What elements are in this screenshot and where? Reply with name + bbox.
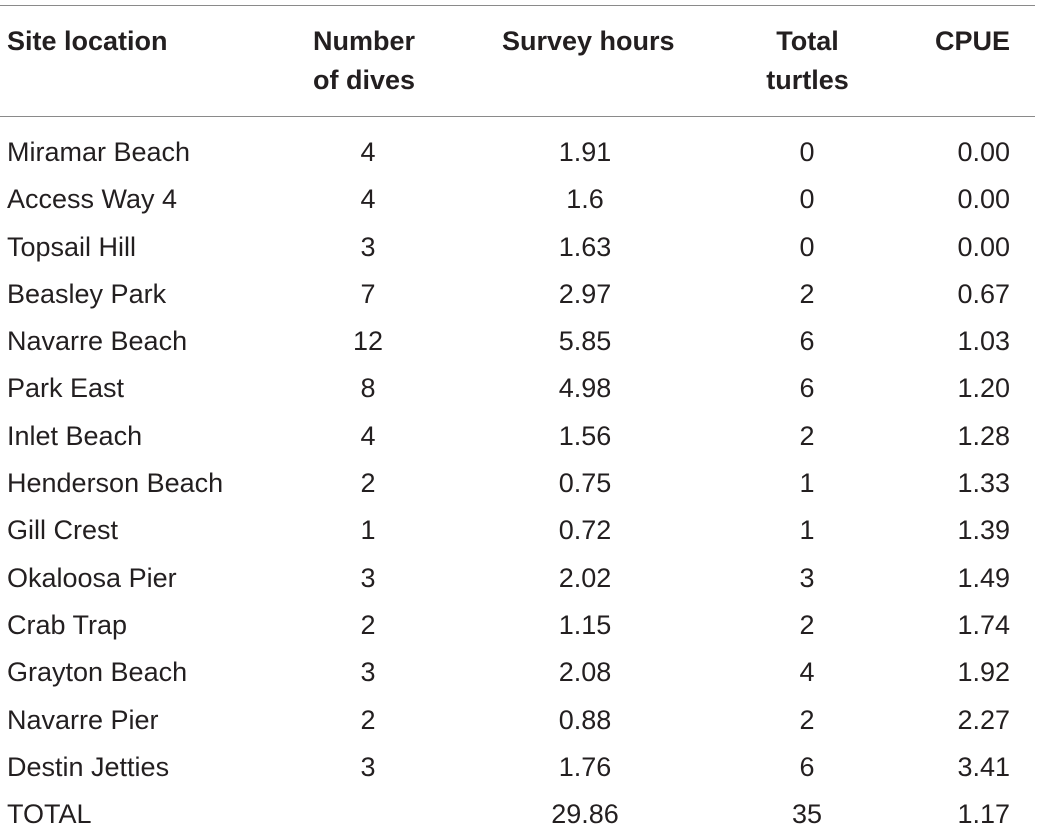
cell-number-of-dives: 12 [352,326,384,357]
cell-total-turtles: 2 [799,278,815,309]
cell-number-of-dives: 2 [360,704,376,735]
cell-site-location: Gill Crest [7,515,119,546]
cell-survey-hours: 0.75 [558,468,612,499]
cell-cpue: 1.39 [957,515,1010,546]
cell-cpue: 1.74 [957,609,1010,640]
cell-number-of-dives: 3 [360,751,376,782]
table-row [0,271,1040,318]
cell-cpue: 1.92 [957,657,1010,688]
cell-survey-hours: 5.85 [558,326,612,357]
cell-number-of-dives: 3 [360,657,376,688]
table-row [0,176,1040,223]
cell-survey-hours: 1.63 [558,231,612,262]
cell-total-turtles: 6 [799,751,815,782]
header-total-turtles-line1: Total [776,26,839,56]
cell-number-of-dives: 2 [360,609,376,640]
cell-cpue: 1.28 [957,420,1010,451]
cell-number-of-dives: 7 [360,278,376,309]
cell-site-location: Beasley Park [7,278,167,309]
cell-survey-hours: 1.6 [566,184,604,215]
table-row [0,649,1040,696]
header-survey-hours: Survey hours [502,26,675,56]
cell-total-turtles: 3 [799,562,815,593]
cell-total-turtles: 35 [791,799,823,830]
cell-cpue: 0.67 [957,278,1010,309]
cell-cpue: 0.00 [957,184,1010,215]
table-header-rule [0,116,1035,117]
header-number-of-dives-line1: Number [313,26,416,56]
table-header-row [0,22,1040,102]
cell-number-of-dives: 3 [360,231,376,262]
cell-site-location: Grayton Beach [7,657,188,688]
cell-number-of-dives: 2 [360,468,376,499]
cell-number-of-dives: 1 [360,515,376,546]
cell-survey-hours: 2.02 [558,562,612,593]
cell-cpue: 1.20 [957,373,1010,404]
cell-cpue: 0.00 [957,231,1010,262]
cell-total-turtles: 0 [799,184,815,215]
cell-total-turtles: 6 [799,373,815,404]
cell-site-location: Navarre Pier [7,704,159,735]
header-number-of-dives-line2: of dives [313,65,416,95]
table-row [0,413,1040,460]
cell-total-turtles: 2 [799,420,815,451]
cell-cpue: 1.17 [957,799,1010,830]
table-top-rule [0,5,1035,6]
cell-total-turtles: 0 [799,137,815,167]
table-row [0,224,1040,271]
table-row [0,555,1040,602]
header-cpue: CPUE [934,26,1010,56]
cell-survey-hours: 2.08 [558,657,612,688]
cell-cpue: 2.27 [957,704,1010,735]
cell-site-location: Topsail Hill [7,231,137,262]
cell-total-turtles: 2 [799,704,815,735]
header-total-turtles [760,22,855,100]
cell-total-turtles: 1 [799,515,815,546]
cell-site-location: Okaloosa Pier [7,562,177,593]
cell-survey-hours: 1.56 [558,420,612,451]
cell-total-label: TOTAL [7,799,92,830]
cell-survey-hours: 2.97 [558,278,612,309]
cell-site-location: Destin Jetties [7,751,170,782]
cell-total-turtles: 0 [799,231,815,262]
cell-survey-hours: 29.86 [551,799,619,830]
cell-site-location: Park East [7,373,125,404]
cell-number-of-dives: 4 [360,420,376,451]
cell-cpue: 1.03 [957,326,1010,357]
cell-site-location: Crab Trap [7,609,128,640]
table-row [0,602,1040,649]
table-row [0,460,1040,507]
cell-cpue: 1.33 [957,468,1010,499]
header-total-turtles-line2: turtles [766,65,849,95]
cell-number-of-dives: 3 [360,562,376,593]
table-row [0,129,1040,176]
header-number-of-dives [313,22,415,100]
cell-cpue: 1.49 [957,562,1010,593]
table-total-row [0,791,1040,838]
cell-survey-hours: 0.88 [558,704,612,735]
cell-site-location: Inlet Beach [7,420,143,451]
cell-cpue: 0.00 [957,137,1010,167]
cell-total-turtles: 1 [799,468,815,499]
header-site-location: Site location [7,26,168,56]
cell-survey-hours: 1.76 [558,751,612,782]
cell-survey-hours: 1.91 [558,137,612,167]
cell-site-location: Miramar Beach [7,137,191,167]
cell-site-location: Navarre Beach [7,326,188,357]
cell-site-location: Henderson Beach [7,468,224,499]
table-row [0,744,1040,791]
table-row [0,365,1040,412]
table-body [0,129,1040,838]
cell-site-location: Access Way 4 [7,184,178,215]
cell-total-turtles: 6 [799,326,815,357]
cell-survey-hours: 4.98 [558,373,612,404]
table-row [0,318,1040,365]
cell-cpue: 3.41 [957,751,1010,782]
table-row [0,697,1040,744]
cell-number-of-dives: 8 [360,373,376,404]
cell-survey-hours: 0.72 [558,515,612,546]
cell-number-of-dives: 4 [360,137,376,167]
cell-survey-hours: 1.15 [558,609,612,640]
cell-number-of-dives: 4 [360,184,376,215]
table-row [0,507,1040,554]
cell-total-turtles: 2 [799,609,815,640]
cell-total-turtles: 4 [799,657,815,688]
